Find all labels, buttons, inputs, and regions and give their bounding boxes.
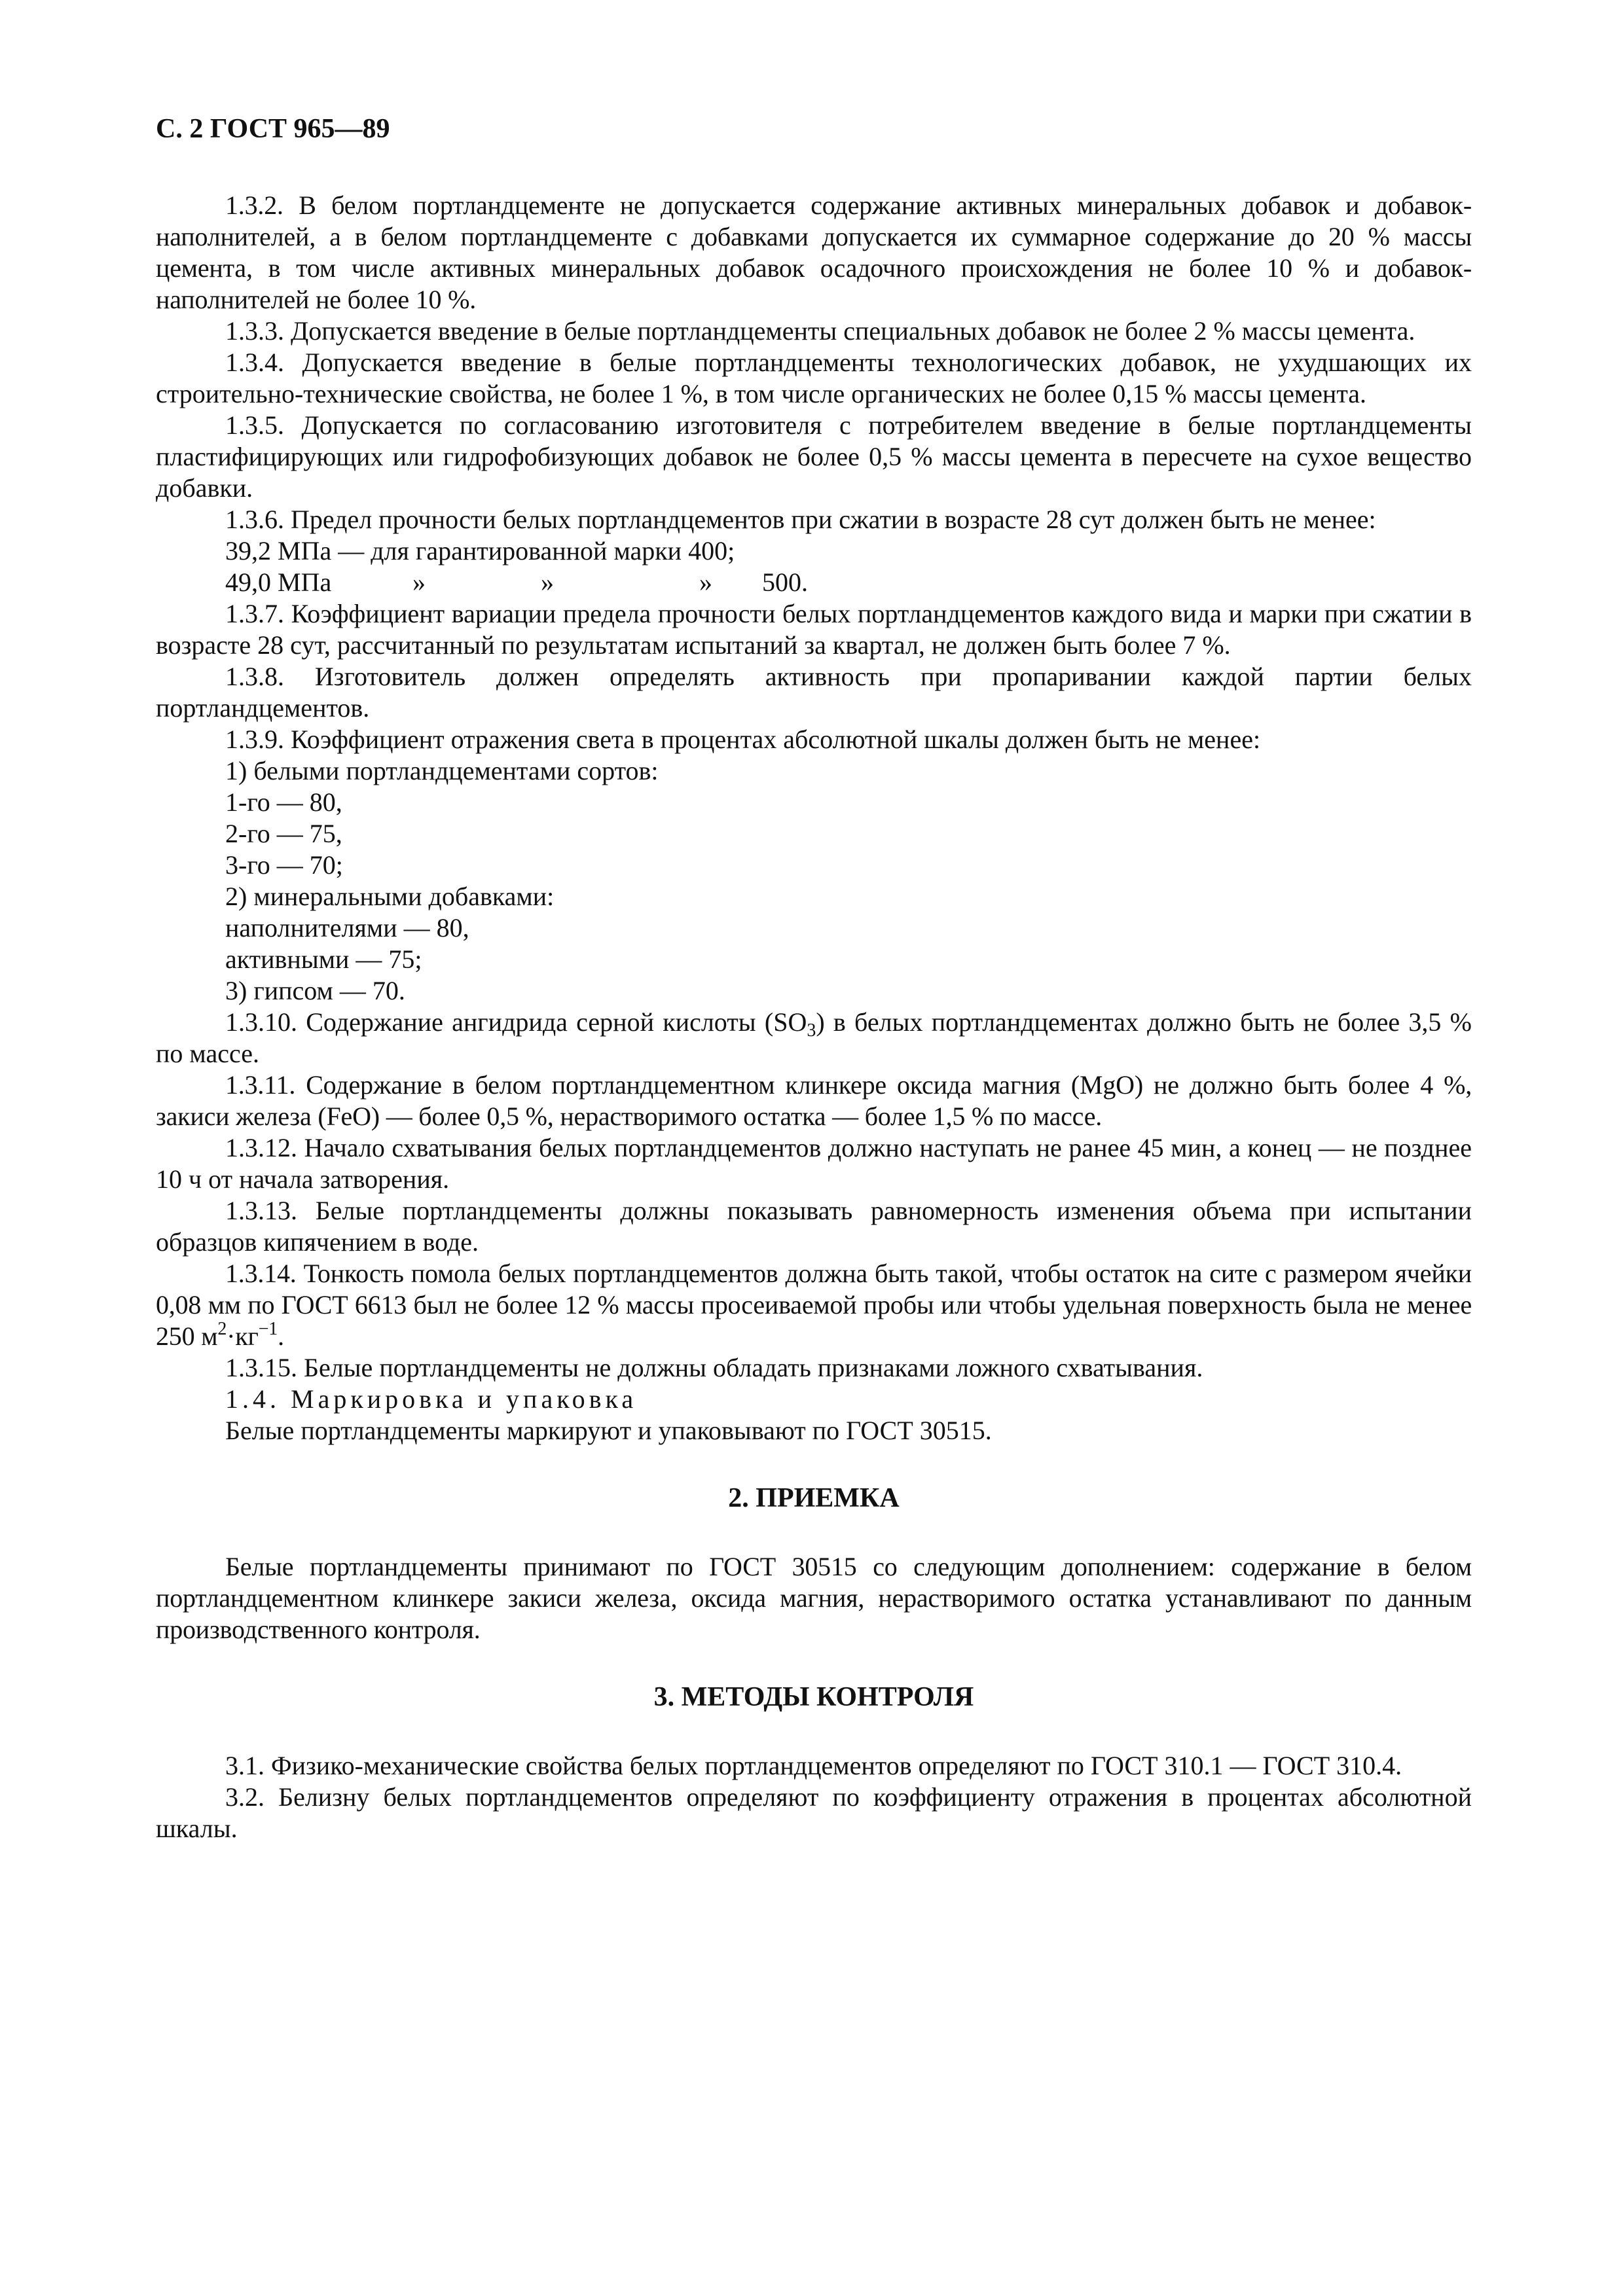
section-2-text: Белые портландцементы принимают по ГОСТ 30515 со следующим дополнением: содержание в белом портландцементном клинкере закиси железа, оксида магния, нерастворимого остатка устанавливают по данным производственного контроля. bbox=[156, 1552, 1472, 1644]
paragraph-1-3-9: 1.3.9. Коэффициент отражения света в процентах абсолютной шкалы должен быть не менее: bbox=[225, 725, 1261, 754]
paragraph-1-3-3: 1.3.3. Допускается введение в белые портландцементы специальных добавок не более 2 % массы цемента. bbox=[225, 316, 1415, 346]
paragraph-1-3-15: 1.3.15. Белые портландцементы не должны обладать признаками ложного схватывания. bbox=[225, 1353, 1203, 1382]
strength-value: 49,0 МПа bbox=[225, 567, 332, 597]
page-header: С. 2 ГОСТ 965—89 bbox=[156, 114, 390, 144]
strength-grade-400: 39,2 МПа — для гарантированной марки 400; bbox=[225, 536, 735, 565]
list-item: 3-го — 70; bbox=[225, 850, 343, 880]
paragraph-1-3-10: 1.3.10. Содержание ангидрида серной кислоты $(SO_3)$ в белых портландцементах должно быть не более 3,5 % по массе. bbox=[156, 1007, 1472, 1068]
paragraph-1-3-5: 1.3.5. Допускается по согласованию изготовителя с потребителем введение в белые портландцементы пластифицирующих или гидрофобизующих добавок не более 0,5 % массы цемента в пересчете на сухое вещество добавки. bbox=[156, 410, 1472, 503]
paragraph-1-3-12: 1.3.12. Начало схватывания белых портландцементов должно наступать не ранее 45 мин, а конец — не позднее 10 ч от начала затворения. bbox=[156, 1133, 1472, 1194]
paragraph-1-3-6: 1.3.6. Предел прочности белых портландцементов при сжатии в возрасте 28 сут должен быть не менее: bbox=[225, 505, 1376, 534]
paragraph-1-3-13: 1.3.13. Белые портландцементы должны показывать равномерность изменения объема при испытании образцов кипячением в воде. bbox=[156, 1196, 1472, 1257]
paragraph-3-1: 3.1. Физико-механические свойства белых портландцементов определяют по ГОСТ 310.1 — ГОСТ 310.4. bbox=[225, 1751, 1402, 1780]
list-item: 2) минеральными добавками: bbox=[225, 882, 555, 911]
paragraph-3-2: 3.2. Белизну белых портландцементов определяют по коэффициенту отражения в процентах абсолютной шкалы. bbox=[156, 1782, 1472, 1843]
paragraph-1-4: Белые портландцементы маркируют и упаковывают по ГОСТ 30515. bbox=[225, 1416, 992, 1445]
strength-grade-500 bbox=[156, 567, 1472, 598]
ditto-mark: » bbox=[412, 567, 426, 597]
section-title-2: 2. ПРИЕМКА bbox=[728, 1483, 900, 1513]
section-title-3: 3. МЕТОДЫ КОНТРОЛЯ bbox=[653, 1682, 974, 1712]
paragraph-1-3-2: 1.3.2. В белом портландцементе не допускается содержание активных минеральных добавок и добавок-наполнителей, а в белом портландцементе с добавками допускается их суммарное содержание до 20 % массы цемента, в том числе активных минеральных добавок осадочного происхождения не более 10 % и добавок-наполнителей не более 10 %. bbox=[156, 190, 1472, 314]
list-item: активными — 75; bbox=[225, 944, 422, 974]
list-item: наполнителями — 80, bbox=[225, 913, 469, 942]
list-item: 1-го — 80, bbox=[225, 787, 342, 817]
paragraph-1-3-11: 1.3.11. Содержание в белом портландцементном клинкере оксида магния (MgO) не должно быть более 4 %, закиси железа (FeO) — более 0,5 %, нерастворимого остатка — более 1,5 % по массе. bbox=[156, 1070, 1472, 1131]
subsection-title-1-4: 1.4. Маркировка и упаковка bbox=[225, 1384, 638, 1414]
ditto-mark: » bbox=[541, 567, 554, 597]
document-body bbox=[156, 190, 1472, 1844]
grade-value: 500. bbox=[762, 567, 808, 597]
paragraph-1-3-4: 1.3.4. Допускается введение в белые портландцементы технологических добавок, не ухудшающих их строительно-технические свойства, не более 1 %, в том числе органических не более 0,15 % массы цемента. bbox=[156, 348, 1472, 408]
paragraph-1-3-8: 1.3.8. Изготовитель должен определять активность при пропаривании каждой партии белых портландцементов. bbox=[156, 662, 1472, 723]
paragraph-1-3-7: 1.3.7. Коэффициент вариации предела прочности белых портландцементов каждого вида и марки при сжатии в возрасте 28 сут, рассчитанный по результатам испытаний за квартал, не должен быть более 7 %. bbox=[156, 599, 1472, 660]
list-item: 1) белыми портландцементами сортов: bbox=[225, 756, 659, 785]
paragraph-1-3-14: 1.3.14. Тонкость помола белых портландцементов должна быть такой, чтобы остаток на сите с размером ячейки 0,08 мм по ГОСТ 6613 был не более 12 % массы просеиваемой пробы или чтобы удельная поверхность была не менее 250 $м^2\cdot кг^{-1}$. bbox=[156, 1259, 1472, 1351]
list-item: 3) гипсом — 70. bbox=[225, 976, 405, 1005]
list-item: 2-го — 75, bbox=[225, 819, 342, 848]
ditto-mark: » bbox=[699, 567, 712, 597]
